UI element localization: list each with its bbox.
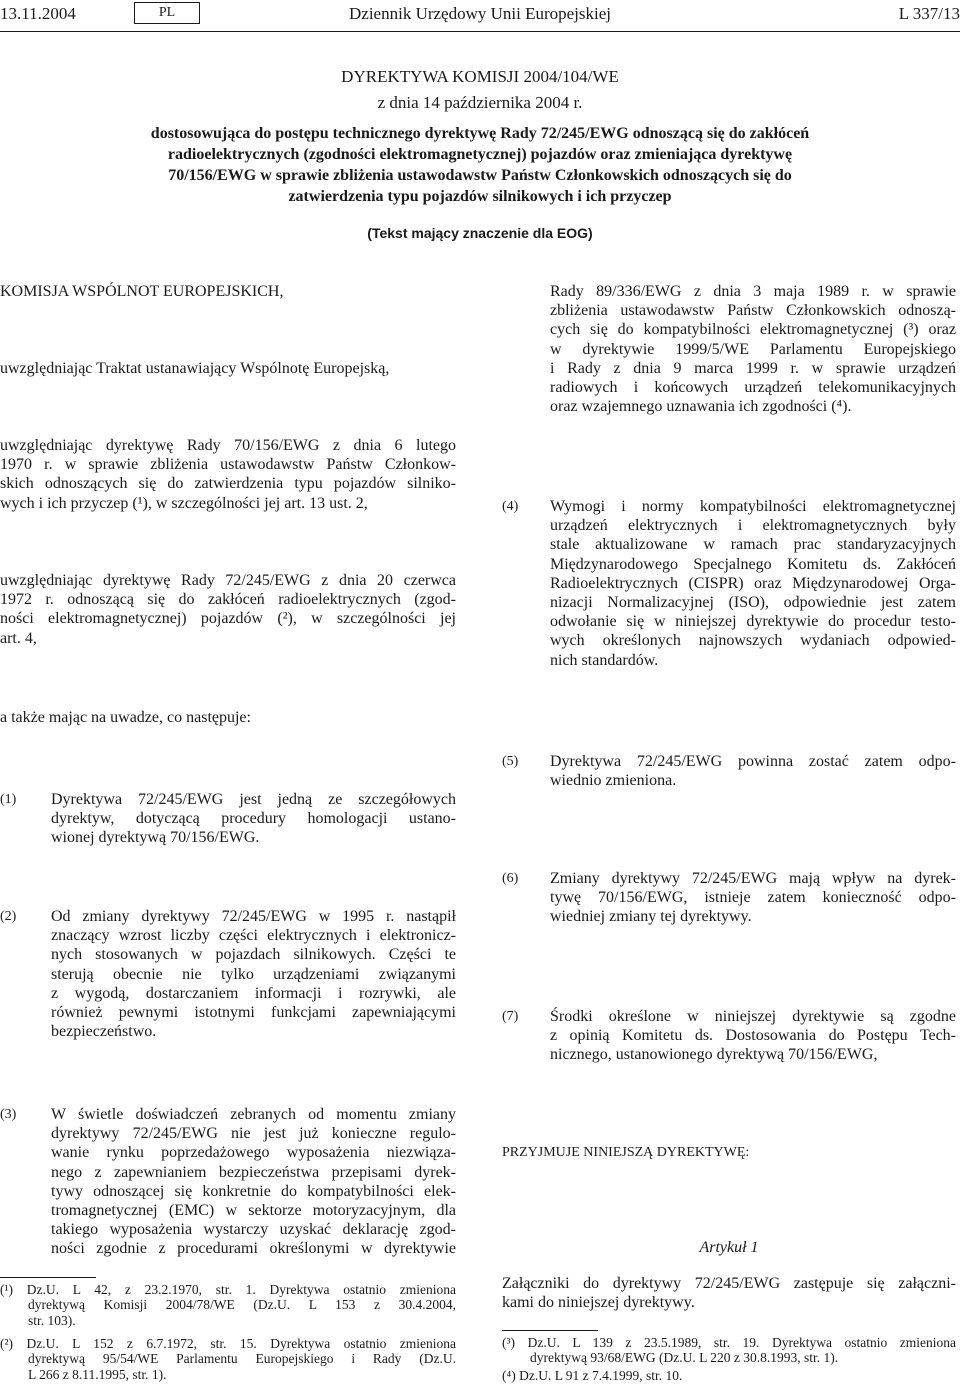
- text-line: również pewnymi istotnymi funkcjami zapewniającymi: [51, 1004, 456, 1022]
- citation-directive-72-245: [0, 571, 456, 648]
- recital-number: (1): [0, 792, 17, 807]
- directive-subject-line: zatwierdzenia typu pojazdów silnikowych i ich przyczep: [288, 188, 672, 205]
- text-line: dyrektywy 72/245/EWG nie jest już konieczne regulo-: [51, 1125, 456, 1143]
- text-line: Dyrektywa 72/245/EWG powinna zostać zatem odpo-: [550, 753, 956, 770]
- text-line: znaczący wzrost liczby części elektrycznych i elektronicz-: [51, 927, 456, 945]
- text-line: dyrektywą Komisji 2004/78/WE (Dz.U. L 153 z 30.4.2004,: [28, 1297, 456, 1313]
- footnote-2: [0, 1336, 456, 1382]
- text-line: bezpieczeństwo.: [51, 1023, 157, 1041]
- text-line: w dyrektywie 1999/5/WE Parlamentu Europejskiego: [550, 340, 956, 358]
- text-line: wiednio zmieniona.: [550, 772, 677, 790]
- text-line: Rady 89/336/EWG z dnia 3 maja 1989 r. w sprawie: [550, 283, 956, 300]
- commission-heading: KOMISJA WSPÓLNOT EUROPEJSKICH,: [0, 283, 284, 300]
- language-badge: PL: [134, 2, 200, 24]
- journal-name: Dziennik Urzędowy Unii Europejskiej: [349, 4, 612, 23]
- recital-text: [550, 869, 956, 927]
- text-line: (¹) Dz.U. L 42, z 23.2.1970, str. 1. Dyrektywa ostatnio zmieniona: [0, 1282, 456, 1297]
- text-line: oraz wzajemnego uznawania ich zgodności (⁴).: [550, 398, 852, 416]
- text-line: Załączniki do dyrektywy 72/245/EWG zastępuje się załączni-: [502, 1275, 956, 1292]
- recital-number: (6): [502, 871, 519, 886]
- text-line: uwzględniając dyrektywę Rady 70/156/EWG z dnia 6 lutego: [0, 437, 456, 454]
- text-line: (³) Dz.U. L 139 z 23.5.1989, str. 19. Dyrektywa ostatnio zmieniona: [502, 1335, 956, 1350]
- text-line: z opinią Komitetu ds. Dostosowania do Postępu Tech-: [550, 1027, 956, 1045]
- text-line: art. 4,: [0, 629, 37, 647]
- footnote-4: [502, 1368, 956, 1383]
- header-rule: [0, 31, 960, 32]
- text-line: 1970 r. w sprawie zbliżenia ustawodawstw Państw Członkow-: [0, 456, 456, 474]
- text-line: Międzynarodowego Specjalnego Komitetu ds. Zakłóceń: [550, 555, 956, 573]
- text-line: 1972 r. odnoszącą się do zakłóceń radioelektrycznych (zgod-: [0, 591, 456, 609]
- article-title: Artykuł 1: [699, 1239, 759, 1256]
- recital-number: (2): [0, 909, 17, 924]
- directive-title: DYREKTYWA KOMISJI 2004/104/WE: [341, 67, 619, 86]
- text-line: skich odnoszących się do zatwierdzenia typu pojazdów silniko-: [0, 475, 456, 493]
- text-line: tywę 70/156/EWG, istnieje zatem konieczność odpo-: [550, 889, 956, 907]
- text-line: wionej dyrektywą 70/156/EWG.: [51, 829, 260, 847]
- text-line: tromagnetycznej (EMC) w sektorze motoryzacyjnym, dla: [51, 1202, 456, 1220]
- text-line: wych i ich przyczep (¹), w szczególności jej art. 13 ust. 2,: [0, 494, 368, 512]
- footnote-rule: [0, 1277, 96, 1278]
- text-line: sterują obecnie nie tylko urządzeniami związanymi: [51, 965, 456, 983]
- text-line: nych stosowanych w pojazdach silnikowych. Części te: [51, 946, 456, 964]
- text-line: wych określonych najnowszych wydaniach odpowied-: [550, 632, 956, 650]
- text-line: zbliżenia ustawodawstw Państw Członkowskich odnoszą-: [550, 302, 956, 320]
- footnote-rule: [502, 1330, 598, 1331]
- directive-date: z dnia 14 października 2004 r.: [377, 93, 583, 112]
- text-line: wiedniej zmiany tej dyrektywy.: [550, 908, 752, 926]
- page-reference: L 337/13: [898, 4, 960, 23]
- text-line: Zmiany dyrektywy 72/245/EWG mają wpływ na dyrek-: [550, 870, 956, 887]
- recital-number: (3): [0, 1107, 17, 1122]
- text-line: dyrektyw, dotyczącą procedury homologacji ustano-: [51, 810, 456, 828]
- text-line: cych się do kompatybilności elektromagnetycznej (³) oraz: [550, 321, 956, 339]
- directive-subject-line: dostosowująca do postępu technicznego dyrektywę Rady 72/245/EWG odnoszącą się do zakłóceń: [150, 125, 810, 142]
- text-line: Od zmiany dyrektywy 72/245/EWG w 1995 r. nastąpił: [51, 908, 456, 925]
- text-line: str. 103).: [28, 1312, 76, 1328]
- article-body: [502, 1274, 956, 1312]
- directive-subject-line: 70/156/EWG w sprawie zbliżenia ustawodawstw Państw Członkowskich odnoszących się do: [168, 167, 792, 184]
- text-line: dyrektywą 95/54/WE Parlamentu Europejskiego i Rady (Dz.U.: [28, 1351, 456, 1367]
- recital-3-continuation: [550, 282, 956, 416]
- text-line: Środki określone w niniejszej dyrektywie są zgodne: [550, 1008, 956, 1025]
- text-line: ności zgodnie z procedurami określonymi w dyrektywie: [51, 1240, 456, 1258]
- text-line: wanie rynku poprzedażowego wyposażenia niezwiąza-: [51, 1144, 456, 1162]
- text-line: nich standardów.: [550, 651, 659, 669]
- text-line: urządzeń elektrycznych i elektromagnetycznych były: [550, 517, 956, 535]
- text-line: odwołanie się w niniejszej dyrektywie do procedur testo-: [550, 613, 956, 631]
- footnote-1: [0, 1282, 456, 1328]
- recital-number: (5): [502, 754, 519, 769]
- footnote-3: [502, 1335, 956, 1366]
- text-line: tywy odnoszącej się konkretnie do kompatybilności elek-: [51, 1182, 456, 1200]
- text-line: (⁴) Dz.U. L 91 z 7.4.1999, str. 10.: [502, 1368, 683, 1383]
- text-line: nicznego, ustanowionego dyrektywą 70/156/EWG,: [550, 1046, 878, 1064]
- recital-text: [51, 1105, 456, 1259]
- text-line: z wygodą, dostarczaniem informacji i rozrywki, ale: [51, 984, 456, 1002]
- recital-text: [550, 497, 956, 670]
- citation-directive-70-156: [0, 436, 456, 513]
- text-line: nizacji Normalizacyjnej (ISO), odpowiednie jest zatem: [550, 594, 956, 612]
- recital-number: (7): [502, 1009, 519, 1024]
- header-date: 13.11.2004: [0, 4, 76, 23]
- text-line: radiowych i końcowych urządzeń telekomunikacyjnych: [550, 379, 956, 397]
- text-line: stale aktualizowane w ramach prac standaryzacyjnych: [550, 536, 956, 554]
- text-line: kami do niniejszej dyrektywy.: [502, 1294, 695, 1312]
- text-line: dyrektywą 93/68/EWG (Dz.U. L 220 z 30.8.1993, str. 1).: [530, 1350, 839, 1366]
- text-line: (²) Dz.U. L 152 z 6.7.1972, str. 15. Dyrektywa ostatnio zmieniona: [0, 1336, 456, 1351]
- recital-number: (4): [502, 499, 519, 514]
- text-line: i Rady z dnia 9 marca 1999 r. w sprawie urządzeń: [550, 359, 956, 377]
- text-line: Dyrektywa 72/245/EWG jest jedną ze szczegółowych: [51, 791, 456, 808]
- text-line: Wymogi i normy kompatybilności elektromagnetycznej: [550, 498, 956, 515]
- text-line: ności elektromagnetycznej) pojazdów (²), w szczególności jej: [0, 610, 456, 628]
- recital-text: [550, 752, 956, 790]
- text-line: nego z zapewnianiem bezpieczeństwa przepisami dyrek-: [51, 1163, 456, 1181]
- recital-text: [51, 790, 456, 848]
- recital-text: [51, 907, 456, 1041]
- text-line: L 266 z 8.11.1995, str. 1).: [28, 1366, 167, 1382]
- text-line: Radioelektrycznych (CISPR) oraz Międzynarodowej Orga-: [550, 574, 956, 592]
- enacting-formula: PRZYJMUJE NINIEJSZĄ DYREKTYWĘ:: [502, 1145, 750, 1160]
- citation-treaty: uwzględniając Traktat ustanawiający Wspólnotę Europejską,: [0, 360, 390, 377]
- directive-subject-line: radioelektrycznych (zgodności elektromagnetycznej) pojazdów oraz zmieniająca dyrektywę: [167, 146, 793, 163]
- eea-relevance-note: (Tekst mający znaczenie dla EOG): [367, 225, 593, 241]
- text-line: takiego wyposażenia wystarczy uzyskać deklarację zgod-: [51, 1221, 456, 1239]
- whereas-clause: a także mając na uwadze, co następuje:: [0, 709, 251, 726]
- text-line: W świetle doświadczeń zebranych od momentu zmiany: [51, 1106, 456, 1123]
- recital-text: [550, 1007, 956, 1065]
- text-line: uwzględniając dyrektywę Rady 72/245/EWG z dnia 20 czerwca: [0, 572, 456, 589]
